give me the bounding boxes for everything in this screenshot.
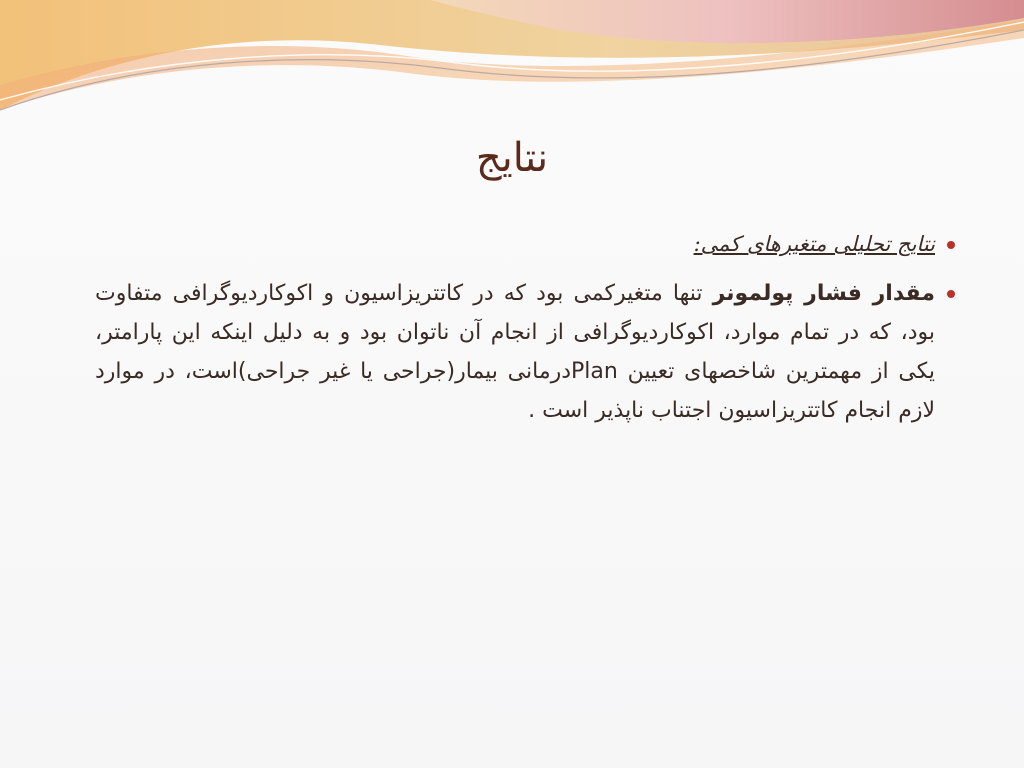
bullet-bold-text: مقدار فشار پولمونر — [712, 281, 935, 306]
bullet-dot-icon — [947, 290, 955, 298]
bullet-item — [95, 274, 955, 430]
bullet-body-text: تنها متغیرکمی بود که در کاتتریزاسیون و اکوکاردیوگرافی متفاوت بود، که در تمام موارد، اکوکاردیوگرافی از انجام آن ناتوان بود و به دلیل اینکه این پارامتر، یکی از مهمترین شاخصهای تعیین Planدرمانی بیمار(جراحی یا غیر جراحی)است، در موارد لازم انجام کاتتریزاسیون اجتناب ناپذیر است . — [95, 281, 935, 423]
slide-content — [95, 225, 955, 440]
bullet-dot-icon — [947, 241, 955, 249]
bullet-item — [95, 225, 955, 264]
bullet-text: نتایج تحلیلی متغیرهای کمی: — [693, 232, 935, 256]
header-wave-decoration — [0, 0, 1024, 130]
slide-title: نتایج — [475, 135, 549, 181]
